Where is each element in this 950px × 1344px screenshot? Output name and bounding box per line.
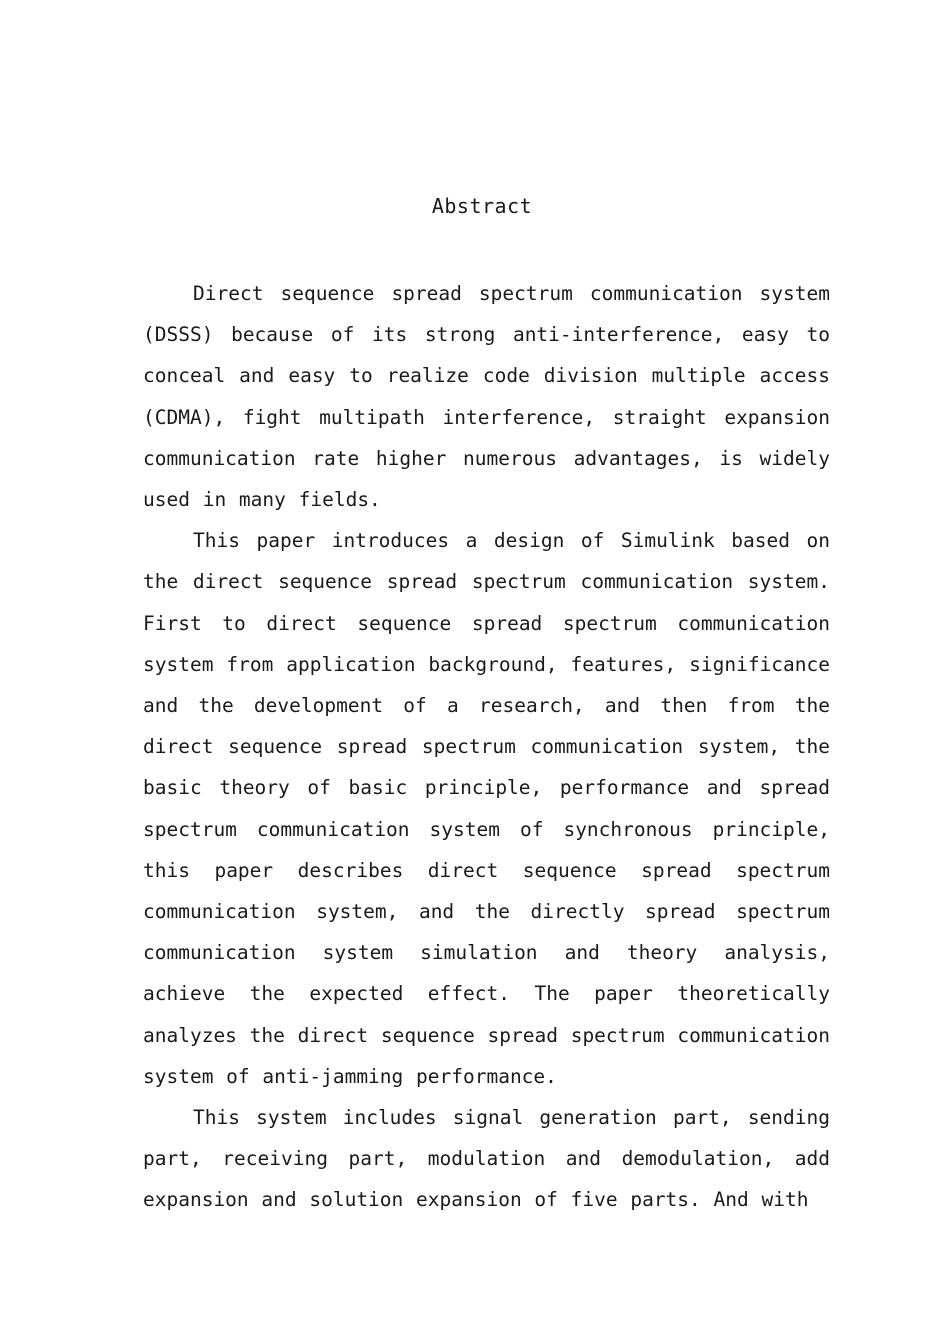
abstract-heading: Abstract (431, 194, 533, 218)
abstract-body (143, 273, 830, 1221)
abstract-paragraph-3: This system includes signal generation part, sending part, receiving part, modulation and demodulation, add expansion and solution expansion of five parts. And with (143, 1106, 830, 1212)
abstract-paragraph-2: This paper introduces a design of Simulink based on the direct sequence spread spectrum communication system. First to direct sequence spread spectrum communication system from application background, features, significance and the development of a research, and then from the direct sequence spread spectrum communication system, the basic theory of basic principle, performance and spread spectrum communication system of synchronous principle, this paper describes direct sequence spread spectrum communication system, and the directly spread spectrum communication system simulation and theory analysis, achieve the expected effect. The paper theoretically analyzes the direct sequence spread spectrum communication system of anti-jamming performance. (143, 529, 830, 1088)
abstract-paragraph-1: Direct sequence spread spectrum communication system (DSSS) because of its strong anti-interference, easy to conceal and easy to realize code division multiple access (CDMA), fight multipath interference, straight expansion communication rate higher numerous advantages, is widely used in many fields. (143, 282, 830, 512)
